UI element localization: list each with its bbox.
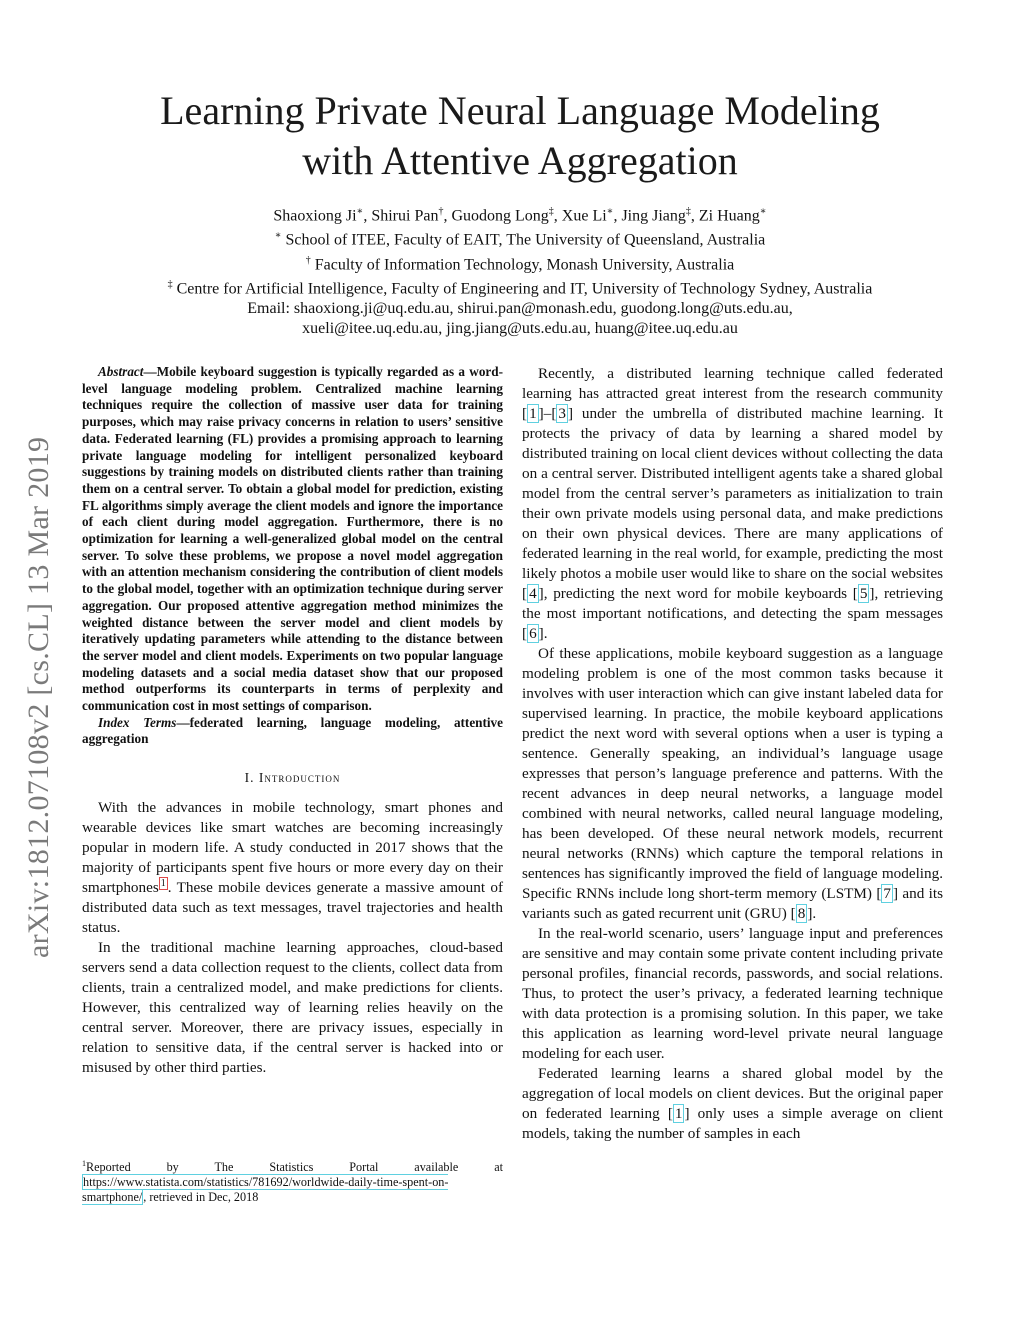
title-line-2: with Attentive Aggregation [302,138,738,183]
author-mark: ‡ [548,206,554,217]
left-column [82,364,503,1078]
author-name: Zi Huang [698,207,760,225]
affiliation-2: † Faculty of Information Technology, Monash University, Australia [305,254,735,273]
paragraph: Federated learning learns a shared global model by the aggregation of local models on client devices. But the original paper on federated learning [ 1 ] only uses a simple average on client models, taking the number of samples in each [522,1065,943,1142]
author-mark: ∗ [606,206,614,217]
affil-mark: ∗ [274,230,282,242]
author-name: Xue Li [561,207,607,225]
citation-link[interactable]: 1 [674,1105,683,1122]
author-mark: † [438,206,444,217]
title-line-1: Learning Private Neural Language Modeling [160,88,880,133]
paper-title [80,86,960,186]
author-mark: ∗ [759,206,767,217]
paragraph: Recently, a distributed learning technique called federated learning has attracted great interest from the research community [ 1 ]–[ 3 ] under the umbrella of distributed machine learning. It protects the privacy of data by learning a shared model by distributed training on local client devices without collecting the data on a central server. Distributed intelligent agents take a shared global model from the central server’s parameters as initialization to train their own private models using personal data, and make predictions on their own physical devices. There are many applications of federated learning in the real world, for example, predicting the most likely photos a mobile user would like to share on the social websites [ 4 ], predicting the next word for mobile keyboards [ 5 ], retrieving the most important notifications, and detecting the spam messages [ 6 ]. [522,365,943,642]
abstract-label: Abstract [98,364,144,379]
abstract [82,364,503,748]
footnote-reference[interactable]: 1 [160,878,166,890]
paragraph: With the advances in mobile technology, smart phones and wearable devices like smart watches are becoming increasingly popular in modern life. A study conducted in 2017 shows that the majority of participants spent five hours or more every day on their smartphones $^1$ . These mobile devices generate a massive amount of distributed data such as text messages, travel trajectories and health status. [82,799,503,937]
citation-link[interactable]: 1 [529,405,537,422]
affiliation-1: ∗ School of ITEE, Faculty of EAIT, The University of Queensland, Australia [274,230,766,249]
citation-link[interactable]: 6 [529,625,537,642]
paragraph: In the real-world scenario, users’ language input and preferences are sensitive and may contain some private content including private personal profiles, financial records, passwords, and social relations. Thus, to protect the user’s privacy, a federated learning technique with data protection is a promising solution. In this paper, we take this application as learning word-level private neural language modeling for each user. [522,925,943,1062]
citation-link[interactable]: 8 [797,905,806,922]
footnote-mark: 1 [82,1159,86,1168]
paragraph: In the traditional machine learning approaches, cloud-based servers send a data collection request to the clients, collect data from clients, train a centralized model, and make predictions for clients. However, this centralized way of learning relies heavily on the central server. Moreover, there are privacy issues, especially in relation to sensitive data, if the central server is hacked into or misused by other third parties. [82,939,503,1077]
author-name: Jing Jiang [621,207,686,225]
author-name: Guodong Long [451,207,549,225]
author-mark: ∗ [356,206,364,217]
index-terms-text: —federated learning, language modeling, attentive aggregation [82,714,504,747]
author-block [60,202,980,339]
affiliation-3: ‡ Centre for Artificial Intelligence, Faculty of Engineering and IT, University of Technology Sydney, Australia [167,278,873,298]
index-terms-label: Index Terms [98,714,177,730]
paragraph: Of these applications, mobile keyboard suggestion as a language modeling problem is one of the most common tasks because it involves with user interaction which can give instant labeled data for supervised learning. In practice, the mobile keyboard applications predict the next word with several options when a user is typing a sentence. Generally speaking, an individual’s language usage expresses that person’s language preference and patterns. With the recent advances in deep neural networks, a language model combined with neural networks, called neural language modeling, has been developed. Of these neural network models, recurrent neural networks (RNNs) which capture the temporal relations in sentences has significantly improved the field of language modeling. Specific RNNs include long short-term memory (LSTM) [ 7 ] and its variants such as gated recurrent unit (GRU) [ 8 ]. [522,645,944,922]
introduction-text [82,798,503,1078]
footnote: $^1$Reported by The Statistics Portal available at https://www.statista.com/statistics/781692/worldwide-daily-time-spent-on-smartphone/, retrieved in Dec, 2018 [82,1159,503,1205]
affil-mark: ‡ [167,278,173,290]
right-column [522,364,943,1144]
citation-link[interactable]: 5 [859,585,868,602]
abstract-text: —Mobile keyboard suggestion is typically regarded as a word-level language modeling problem. Centralized machine learning techniques require the collection of massive user data for training purposes, which may raise privacy concerns in relation to users’ sensitive data. Federated learning (FL) provides a promising approach to learning private language modeling for intelligent personalized keyboard suggestions by training models on distributed clients rather than training them on a central server. To obtain a global model for prediction, existing FL algorithms simply average the client models and ignore the importance of each client during model aggregation. Furthermore, there is no optimization for learning a well-generalized global model on the central server. To solve these problems, we propose a novel model aggregation with an attention mechanism considering the contribution of client models to the global model, together with an optimization technique during server aggregation. Our proposed attentive aggregation method minimizes the weighted distance between the server model and client models by iteratively updating parameters while attending to the distance between the server model and client models. Experiments on two popular language modeling datasets and a social media dataset show that our proposed method outperforms its counterparts in terms of perplexity and communication cost in most settings of comparison. [82,364,503,714]
author-mark: ‡ [685,206,691,217]
section-heading-introduction: I. Introduction [244,770,341,786]
author-names: Shaoxiong Ji∗, Shirui Pan†, Guodong Long‡, Xue Li∗, Jing Jiang‡, Zi Huang∗ [273,206,767,225]
citation-link[interactable]: 4 [529,585,537,602]
author-name: Shirui Pan [371,207,439,225]
arxiv-identifier[interactable]: arXiv:1812.07108v2 [cs.CL] 13 Mar 2019 [22,436,55,958]
citation-link[interactable]: 7 [883,885,891,902]
citation-link[interactable]: 3 [558,405,566,422]
author-name: Shaoxiong Ji [273,207,357,225]
email-line-2: xueli@itee.uq.edu.au, jing.jiang@uts.edu.au, huang@itee.uq.edu.au [302,320,738,338]
footnote-url[interactable]: https://www.statista.com/statistics/781692/worldwide-daily-time-spent-on-smartphone/ [82,1175,449,1205]
email-line-1: Email: shaoxiong.ji@uq.edu.au, shirui.pan@monash.edu, guodong.long@uts.edu.au, [247,300,793,318]
affil-mark: † [305,254,311,266]
right-column-text [522,364,943,1144]
